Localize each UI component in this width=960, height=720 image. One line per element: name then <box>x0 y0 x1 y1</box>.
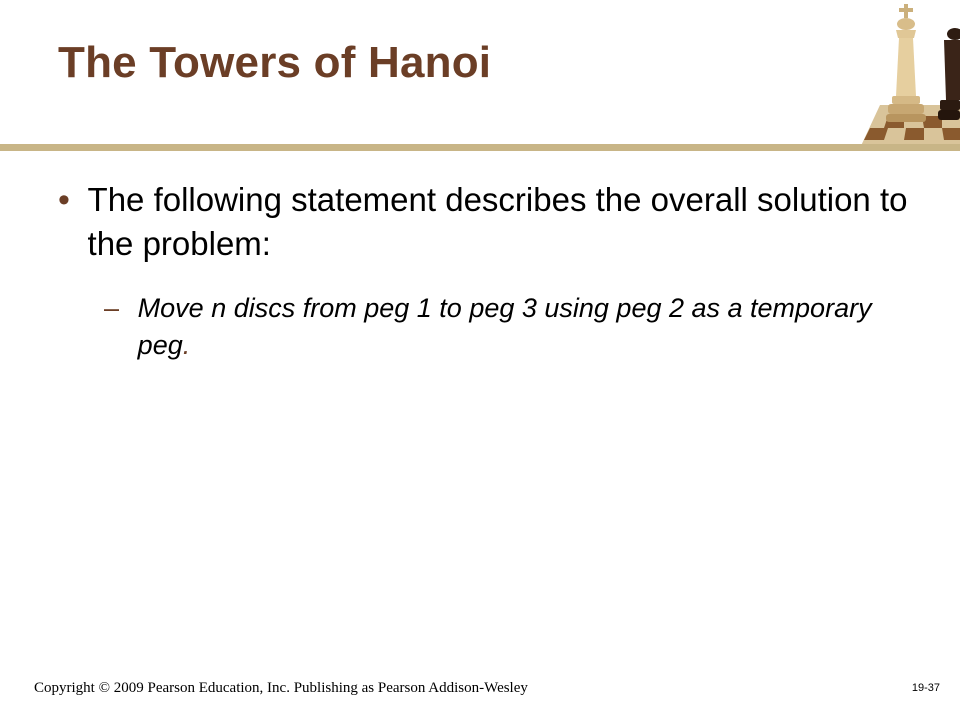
page-number: 19-37 <box>911 682 940 694</box>
chess-king-icon <box>860 0 960 148</box>
dark-king-piece <box>938 28 960 120</box>
slide-title: The Towers of Hanoi <box>58 38 492 87</box>
bullet-marker: • <box>58 181 70 219</box>
sub-bullet-item <box>104 290 924 364</box>
white-king-piece <box>886 4 926 122</box>
sub-bullet-body: Move n discs from peg 1 to peg 3 using peg 2 as a temporary peg <box>137 293 872 360</box>
bullet-item <box>58 178 918 266</box>
sub-bullet-period: . <box>182 330 191 360</box>
sub-bullet-text <box>138 290 924 364</box>
bullet-text: The following statement describes the overall solution to the problem: <box>87 181 908 262</box>
sub-bullet-marker: – <box>104 293 120 323</box>
title-divider <box>0 144 960 151</box>
copyright-footer: Copyright © 2009 Pearson Education, Inc. Publishing as Pearson Addison-Wesley <box>34 680 528 696</box>
